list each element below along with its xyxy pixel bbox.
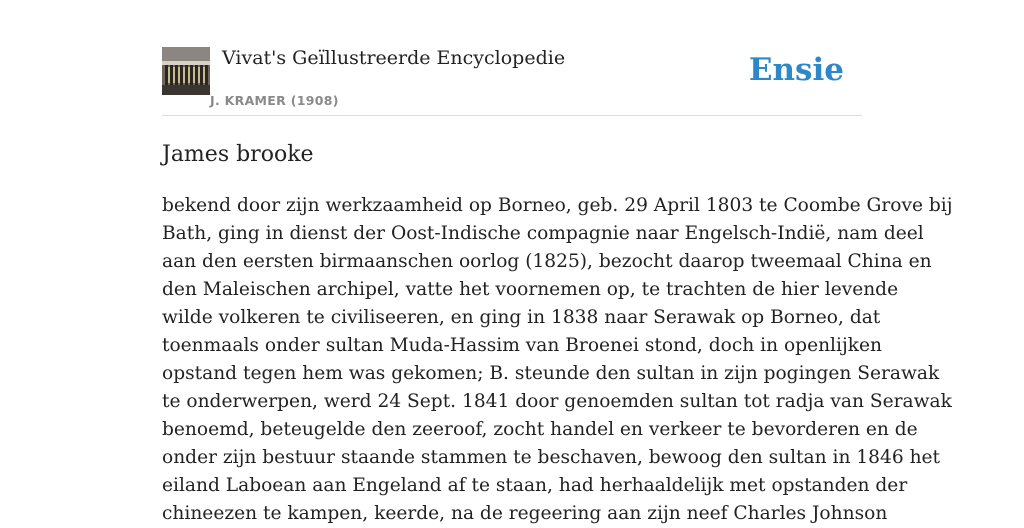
header-divider <box>162 115 862 116</box>
article-body <box>162 192 953 528</box>
article-body-line: toenmaals onder sultan Muda-Hassim van Broenei stond, doch in openlijken <box>162 335 882 356</box>
source-author: J. KRAMER (1908) <box>210 93 339 108</box>
article-body-line: chineezen te kampen, keerde, na de regeering aan zijn neef Charles Johnson <box>162 503 888 524</box>
article-body-line: te onderwerpen, werd 24 Sept. 1841 door genoemden sultan tot radja van Serawak <box>162 391 952 412</box>
article-body-line: benoemd, beteugelde den zeeroof, zocht handel en verkeer te bevorderen en de <box>162 419 918 440</box>
source-avatar[interactable] <box>162 47 210 95</box>
source-header <box>162 46 862 116</box>
article-body-line: onder zijn bestuur staande stammen te beschaven, bewoog den sultan in 1846 het <box>162 447 941 468</box>
article-body-line: aan den eersten birmaanschen oorlog (1825), bezocht daarop tweemaal China en <box>162 251 932 272</box>
article-title: James brooke <box>162 142 314 167</box>
article-body-line: bekend door zijn werkzaamheid op Borneo, geb. 29 April 1803 te Coombe Grove bij <box>162 195 953 216</box>
article-body-line: eiland Laboean aan Engeland af te staan, had herhaaldelijk met opstanden der <box>162 475 908 496</box>
article-body-line: Bath, ging in dienst der Oost-Indische compagnie naar Engelsch-Indië, nam deel <box>162 223 924 244</box>
article-body-line: den Maleischen archipel, vatte het voornemen op, te trachten de hier levende <box>162 279 899 300</box>
ensie-logo[interactable]: Ensie <box>748 52 844 88</box>
article-body-line: wilde volkeren te civiliseeren, en ging in 1838 naar Serawak op Borneo, dat <box>162 307 881 328</box>
source-title[interactable]: Vivat's Geïllustreerde Encyclopedie <box>222 47 566 69</box>
article-body-line: opstand tegen hem was gekomen; B. steunde den sultan in zijn pogingen Serawak <box>162 363 940 384</box>
encyclopedia-books-icon <box>162 47 210 95</box>
